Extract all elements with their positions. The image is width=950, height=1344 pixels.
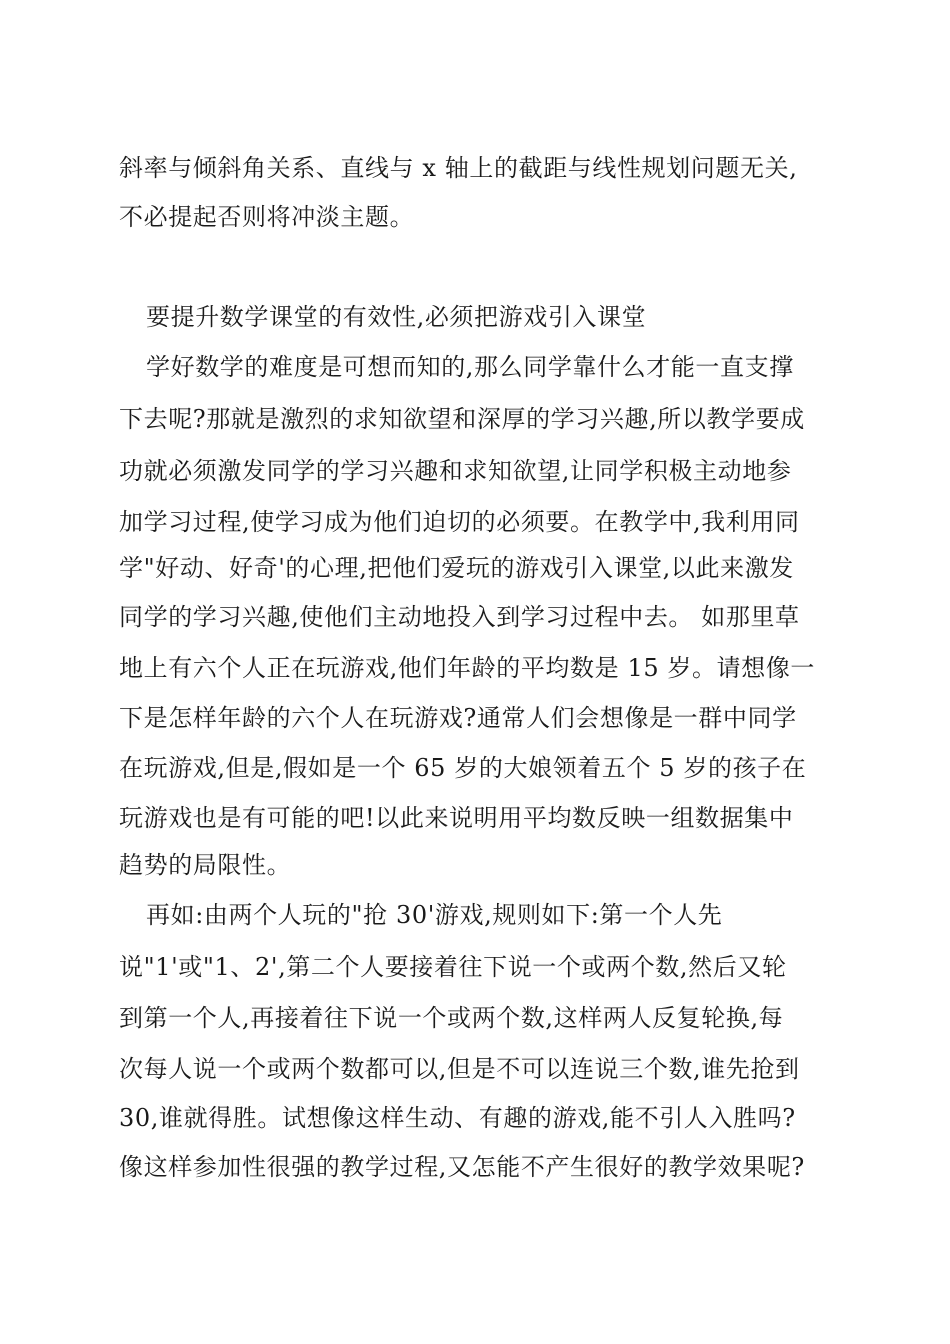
text-line: 像这样参加性很强的教学过程,又怎能不产生很好的教学效果呢? (119, 1153, 805, 1181)
text-line: 加学习过程,使学习成为他们迫切的必须要。在教学中,我利用同 (119, 508, 800, 536)
text-line: 再如:由两个人玩的"抢 30'游戏,规则如下:第一个人先 (146, 901, 723, 929)
text-line: 下去呢?那就是激烈的求知欲望和深厚的学习兴趣,所以教学要成 (119, 405, 805, 433)
text-line: 在玩游戏,但是,假如是一个 65 岁的大娘领着五个 5 岁的孩子在 (119, 754, 807, 782)
text-line: 地上有六个人正在玩游戏,他们年龄的平均数是 15 岁。请想像一 (119, 654, 816, 682)
text-line: 斜率与倾斜角关系、直线与 x 轴上的截距与线性规划问题无关, (119, 154, 798, 182)
text-line: 说"1'或"1、2',第二个人要接着往下说一个或两个数,然后又轮 (119, 953, 787, 981)
section-heading: 要提升数学课堂的有效性,必须把游戏引入课堂 (146, 303, 647, 331)
text-line: 不必提起否则将冲淡主题。 (119, 203, 415, 231)
text-line: 30,谁就得胜。试想像这样生动、有趣的游戏,能不引人入胜吗? (119, 1104, 796, 1132)
text-line: 次每人说一个或两个数都可以,但是不可以连说三个数,谁先抢到 (119, 1055, 800, 1083)
text-line: 到第一个人,再接着往下说一个或两个数,这样两人反复轮换,每 (119, 1004, 784, 1032)
text-line: 玩游戏也是有可能的吧!以此来说明用平均数反映一组数据集中 (119, 804, 794, 832)
text-line: 学好数学的难度是可想而知的,那么同学靠什么才能一直支撑 (146, 353, 794, 381)
text-line: 趋势的局限性。 (119, 851, 292, 879)
text-line: 同学的学习兴趣,使他们主动地投入到学习过程中去。 如那里草 (119, 603, 800, 631)
text-line: 下是怎样年龄的六个人在玩游戏?通常人们会想像是一群中同学 (119, 704, 797, 732)
text-line: 功就必须激发同学的学习兴趣和求知欲望,让同学积极主动地参 (119, 457, 792, 485)
text-line: 学"好动、好奇'的心理,把他们爱玩的游戏引入课堂,以此来激发 (119, 554, 794, 582)
